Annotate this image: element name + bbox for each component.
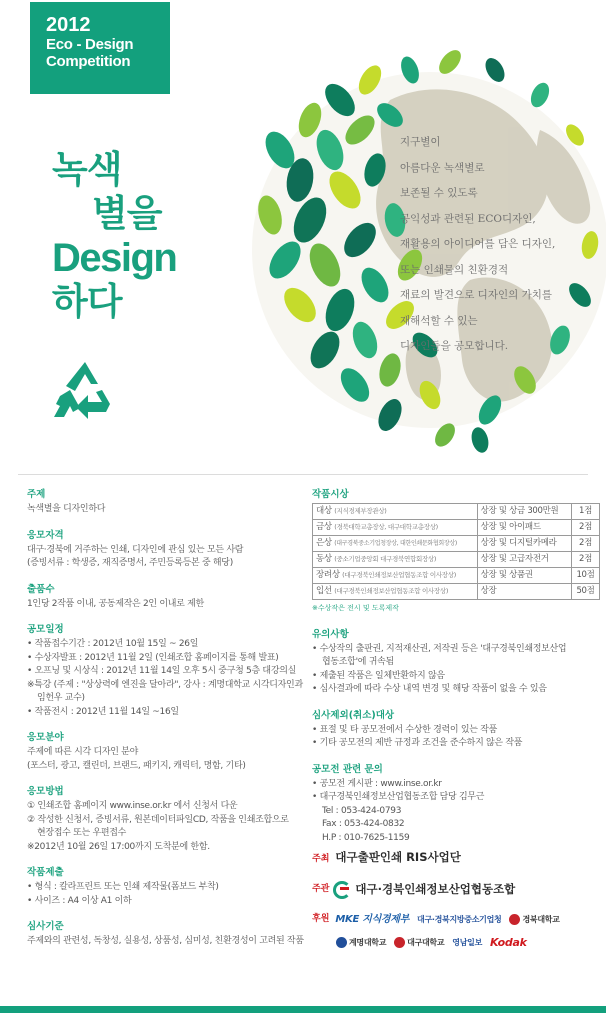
sponsor-logo: 영남일보	[452, 938, 482, 947]
section-title: 출품수	[27, 583, 55, 595]
section-field	[27, 731, 302, 773]
university-seal-icon	[336, 937, 347, 948]
poem-line: 재활용의 아이디어를 담은 디자인,	[400, 238, 556, 250]
poem-line: 지구별이	[400, 136, 441, 148]
section-line: • 작품전시 : 2012년 11월 14일 ~16일	[27, 706, 179, 717]
section-line: • 형식 : 칼라프린트 또는 인쇄 제작물(폼보드 부착)	[27, 882, 219, 892]
section-line: 녹색별을 디자인하다	[27, 504, 106, 514]
poem-line: 보존될 수 있도록	[400, 187, 478, 199]
poem-line: 공익성과 관련된 ECO디자인,	[400, 212, 536, 225]
section-submit	[27, 866, 302, 908]
section-line: • 사이즈 : A4 이상 A1 이하	[27, 895, 132, 906]
award-name: 동상 (중소기업중앙회 대구경북연합회장상)	[313, 552, 478, 568]
section-title: 심사제외(취소)대상	[312, 709, 395, 721]
section-title: 응모분야	[27, 732, 64, 743]
section-line: 협동조합'에 귀속됨	[322, 657, 394, 667]
section-title: 응모자격	[27, 529, 64, 541]
sponsor-logo: MKE 지식경제부	[335, 913, 410, 925]
award-prize: 상장 및 아이패드	[477, 520, 571, 536]
section-line: • 공모전 게시판 : www.inse.or.kr	[312, 778, 442, 789]
section-line: • 수상자발표 : 2012년 11월 2일 (인쇄조합 홈페이지를 통해 발표)	[27, 652, 279, 663]
section-line: • 제출된 작품은 일체반환하지 않음	[312, 670, 445, 681]
table-row	[313, 552, 600, 568]
award-prize: 상장 및 상금 300만원	[477, 504, 571, 520]
awards-note: ※수상작은 전시 및 도록제작	[312, 604, 399, 612]
university-seal-icon	[509, 914, 520, 925]
poem-line: 디자인들을 공모합니다.	[400, 340, 509, 352]
event-badge	[30, 2, 170, 94]
section-title: 공모전 관련 문의	[312, 763, 383, 775]
recycle-icon	[50, 360, 120, 426]
section-title: 작품시상	[312, 489, 349, 500]
supervisor-label: 주관	[312, 883, 330, 894]
section-exclusion	[312, 709, 600, 751]
section-title: 공모일정	[27, 624, 64, 635]
section-line: • 표절 및 타 공모전에서 수상한 경력이 있는 작품	[312, 724, 497, 735]
section-awards	[312, 488, 600, 616]
section-line: 주제와의 관련성, 독창성, 실용성, 상품성, 심미성, 친환경성이 고려된 작품	[27, 936, 304, 946]
section-criteria	[27, 920, 302, 949]
headline-line4: 하다	[52, 280, 122, 323]
section-line: • 기타 공모전의 제반 규정과 조건을 준수하지 않은 작품	[312, 738, 523, 748]
contact-tel: Tel : 053-424-0793	[322, 805, 402, 816]
organizer-name: 대구출판인쇄 RIS사업단	[335, 850, 461, 864]
award-count: 2점	[572, 552, 600, 568]
section-eligibility	[27, 529, 302, 571]
section-contact	[312, 763, 600, 846]
footer-bar	[0, 1006, 606, 1013]
university-seal-icon	[394, 937, 405, 948]
award-count: 2점	[572, 520, 600, 536]
cooperative-logo-icon	[333, 881, 351, 899]
section-title: 주제	[27, 489, 46, 500]
headline-line2: 별을	[92, 192, 162, 235]
table-row	[313, 504, 600, 520]
sponsor-logo: 대구대학교	[394, 936, 444, 950]
award-prize: 상장 및 상품권	[477, 568, 571, 584]
section-line: 대구·경북에 거주하는 인쇄, 디자인에 관심 있는 모든 사람	[27, 544, 244, 555]
sponsor-row	[312, 936, 600, 950]
award-prize: 상장	[477, 584, 571, 600]
headline	[52, 148, 222, 324]
supervisor	[312, 881, 600, 899]
badge-line2: Competition	[46, 53, 131, 70]
section-line: • 작품접수기간 : 2012년 10월 15일 ~ 26일	[27, 639, 199, 649]
section-line: • 수상작의 출판권, 지적재산권, 저작권 등은 '대구경북인쇄정보산업	[312, 643, 567, 654]
poem-line: 또는 인쇄물의 친환경적	[400, 263, 509, 276]
sponsor-logo: 경북대학교	[509, 913, 559, 927]
sponsor-logo: 대구·경북지방중소기업청	[417, 914, 502, 924]
organizer-label: 주최	[312, 854, 330, 864]
award-prize: 상장 및 고급자전거	[477, 552, 571, 568]
section-line: 임헌우 교수)	[37, 693, 85, 703]
organizer	[312, 851, 600, 867]
section-line: ※특강 (주제 : "상상력에 엔진을 달아라", 강사 : 계명대학교 시각디자인과	[27, 679, 303, 690]
award-count: 1점	[572, 504, 600, 520]
headline-line3: Design	[52, 236, 177, 280]
badge-year: 2012	[46, 14, 91, 36]
table-row	[313, 536, 600, 552]
table-row	[313, 568, 600, 584]
award-prize: 상장 및 디지털카메라	[477, 536, 571, 552]
section-theme	[27, 488, 302, 517]
intro-poem	[400, 130, 600, 360]
sponsor-logo: 계명대학교	[336, 936, 386, 950]
award-name: 입선 (대구경북인쇄정보산업협동조합 이사장상)	[313, 584, 478, 600]
section-line: ※2012년 10월 26일 17:00까지 도착분에 한함.	[27, 841, 210, 852]
section-line: • 오프닝 및 시상식 : 2012년 11월 14일 오후 5시 중구청 5층 대강의실	[27, 666, 297, 676]
sponsor-logo: Kodak	[490, 936, 527, 949]
awards-table	[312, 503, 600, 600]
award-count: 2점	[572, 536, 600, 552]
award-count: 50점	[572, 584, 600, 600]
section-line: 주제에 따른 시각 디자인 분야	[27, 747, 138, 757]
award-name: 장려상 (대구경북인쇄정보산업협동조합 이사장상)	[313, 568, 478, 584]
sponsor-row	[312, 913, 600, 927]
sponsor-label: 후원	[312, 913, 330, 924]
section-line: 현장접수 또는 우편접수	[37, 828, 127, 838]
award-name: 대상 (지식경제부장관상)	[313, 504, 478, 520]
award-name: 금상 (경북대학교총장상, 대구대학교총장상)	[313, 520, 478, 536]
section-line: 1인당 2작품 이내, 공동제작은 2인 이내로 제한	[27, 598, 204, 609]
poem-line: 재해석할 수 있는	[400, 314, 478, 327]
headline-line1: 녹색	[52, 148, 122, 191]
divider	[18, 474, 588, 475]
poem-line: 아름다운 녹색별로	[400, 161, 485, 174]
section-title: 응모방법	[27, 786, 64, 797]
award-name: 은상 (대구경북중소기업청장상, 대한인쇄문화협회장상)	[313, 536, 478, 552]
section-line: (포스터, 광고, 캘린더, 브랜드, 패키지, 캐릭터, 명함, 기타)	[27, 760, 246, 771]
left-column	[27, 488, 302, 961]
section-line: (증빙서류 : 학생증, 재직증명서, 주민등록등본 중 해당)	[27, 558, 233, 568]
badge-line1: Eco - Design	[46, 36, 134, 53]
table-row	[313, 584, 600, 600]
section-line: • 대구경북인쇄정보산업협동조합 담당 김무근	[312, 792, 485, 802]
section-title: 작품제출	[27, 867, 64, 878]
section-title: 심사기준	[27, 921, 64, 932]
table-row	[313, 520, 600, 536]
supervisor-name: 대구·경북인쇄정보산업협동조합	[355, 881, 516, 896]
section-entries	[27, 583, 302, 612]
award-count: 10점	[572, 568, 600, 584]
contact-fax: Fax : 053-424-0832	[322, 819, 405, 829]
section-line: ① 인쇄조합 홈페이지 www.inse.or.kr 에서 신청서 다운	[27, 801, 238, 811]
sponsors	[312, 913, 600, 950]
section-title: 유의사항	[312, 628, 349, 640]
section-method	[27, 785, 302, 854]
section-schedule	[27, 623, 302, 719]
poem-line: 재료의 발견으로 디자인의 가치를	[400, 289, 553, 301]
contact-hp: H.P : 010-7625-1159	[322, 832, 410, 843]
section-line: • 심사결과에 따라 수상 내역 변경 및 해당 작품이 없을 수 있음	[312, 684, 547, 694]
section-caution	[312, 628, 600, 697]
right-column	[312, 488, 600, 960]
section-line: ② 작성한 신청서, 증빙서류, 원본데이터파일CD, 작품을 인쇄조합으로	[27, 814, 289, 825]
